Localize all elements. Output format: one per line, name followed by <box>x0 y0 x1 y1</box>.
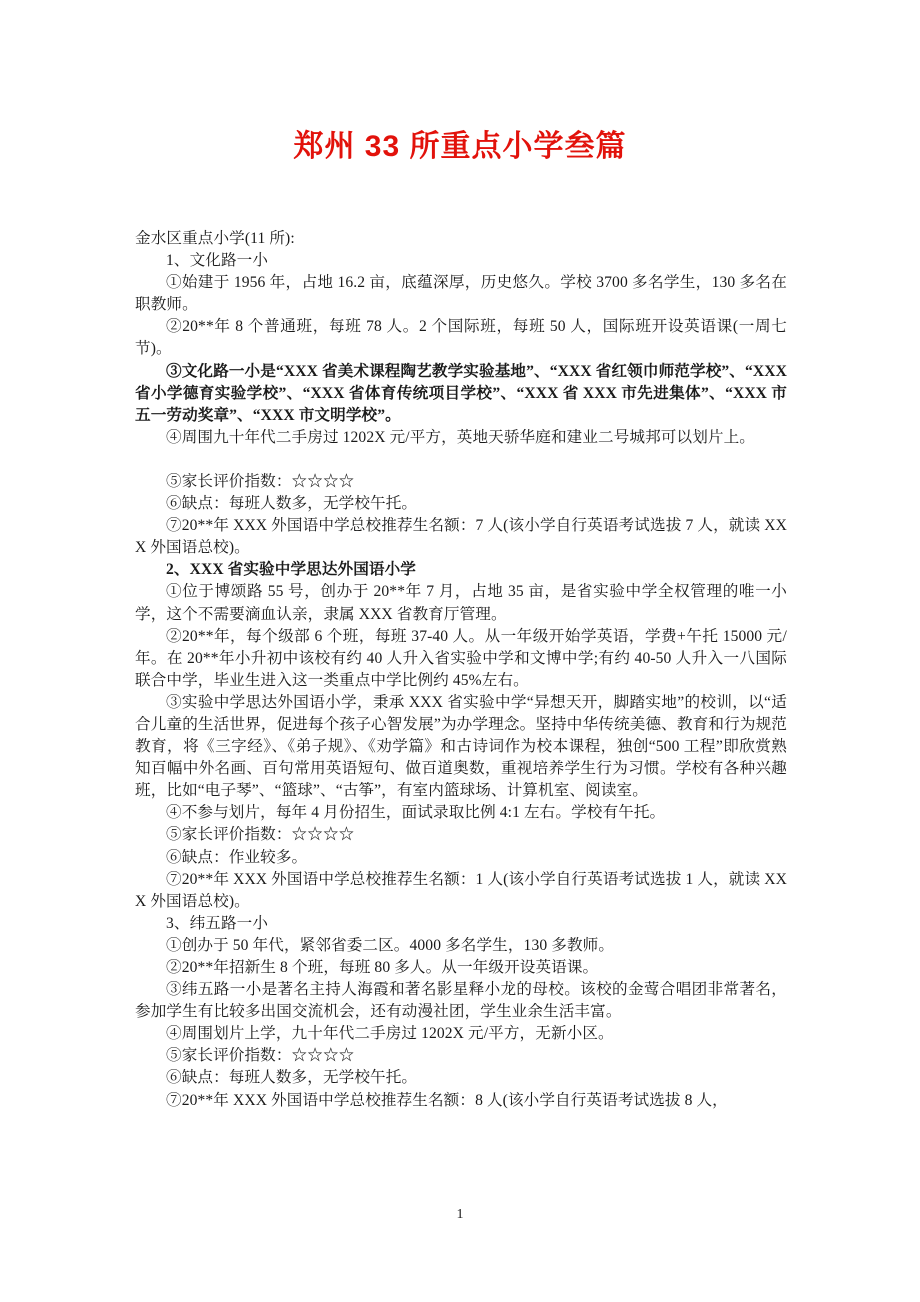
school-1-item-4: ④周围九十年代二手房过 1202X 元/平方，英地天骄华庭和建业二号城邦可以划片上。 <box>166 428 755 446</box>
school-3-item-3: ③纬五路一小是著名主持人海霞和著名影星释小龙的母校。该校的金莺合唱团非常著名，参加学生有比较多出国交流机会，还有动漫社团，学生业余生活丰富。 <box>135 981 787 1021</box>
school-1-item-6: ⑥缺点：每班人数多，无学校午托。 <box>166 495 418 513</box>
school-1-item-1: ①始建于 1956 年，占地 16.2 亩，底蕴深厚，历史悠久。学校 3700 多名学生，130 多名在职教师。 <box>135 274 787 314</box>
school-heading-2: 2、XXX 省实验中学思达外国语小学 <box>166 561 416 579</box>
school-2-item-4: ④不参与划片，每年 4 月份招生，面试录取比例 4:1 左右。学校有午托。 <box>166 804 666 822</box>
school-1-item-3: ③文化路一小是“XXX 省美术课程陶艺教学实验基地”、“XXX 省红领巾师范学校”、“XXX 省小学德育实验学校”、“XXX 省体育传统项目学校”、“XXX 省 XXX 市先进集体”、“XXX 市五一劳动奖章”、“XXX 市文明学校”。 <box>135 362 787 424</box>
school-1-item-7: ⑦20**年 XXX 外国语中学总校推荐生名额：7 人(该小学自行英语考试选拔 7 人，就读 XXX 外国语总校)。 <box>135 517 787 557</box>
school-2-item-7: ⑦20**年 XXX 外国语中学总校推荐生名额：1 人(该小学自行英语考试选拔 1 人，就读 XXX 外国语总校)。 <box>135 870 787 910</box>
paragraph-spacer <box>135 449 787 471</box>
school-1-item-5: ⑤家长评价指数：☆☆☆☆ <box>166 472 355 490</box>
section-heading-jinshui: 金水区重点小学(11 所): <box>135 230 295 247</box>
school-2-item-5: ⑤家长评价指数：☆☆☆☆ <box>166 826 355 844</box>
school-heading-1: 1、文化路一小 <box>166 252 269 270</box>
school-2-item-1: ①位于博颂路 55 号，创办于 20**年 7 月，占地 35 亩，是省实验中学全权管理的唯一小学，这个不需要滴血认亲，隶属 XXX 省教育厅管理。 <box>135 583 787 623</box>
page-number: 1 <box>456 1207 464 1222</box>
document-body <box>135 228 787 1112</box>
page-title: 郑州 33 所重点小学叁篇 <box>293 130 627 163</box>
school-3-item-1: ①创办于 50 年代，紧邻省委二区。4000 多名学生，130 多教师。 <box>166 936 615 954</box>
school-3-item-4: ④周围划片上学，九十年代二手房过 1202X 元/平方，无新小区。 <box>166 1025 614 1043</box>
school-3-item-2: ②20**年招新生 8 个班，每班 80 多人。从一年级开设英语课。 <box>166 959 599 976</box>
school-heading-3: 3、纬五路一小 <box>166 914 269 932</box>
school-2-item-2: ②20**年，每个级部 6 个班，每班 37-40 人。从一年级开始学英语，学费+午托 15000 元/年。在 20**年小升初中该校有约 40 人升入省实验中学和文博中学;有约 40-50 人升入一八国际联合中学，毕业生进入这一类重点中学比例约 45%左右。 <box>135 627 787 689</box>
school-2-item-6: ⑥缺点：作业较多。 <box>166 848 308 866</box>
school-1-item-2: ②20**年 8 个普通班，每班 78 人。2 个国际班，每班 50 人，国际班开设英语课(一周七节)。 <box>135 318 787 358</box>
school-3-item-7: ⑦20**年 XXX 外国语中学总校推荐生名额：8 人(该小学自行英语考试选拔 8 人， <box>166 1091 728 1109</box>
school-2-item-3: ③实验中学思达外国语小学，秉承 XXX 省实验中学“异想天开，脚踏实地”的校训，以“适合儿童的生活世界，促进每个孩子心智发展”为办学理念。坚持中华传统美德、教育和行为规范教育，将《三字经》、《弟子规》、《劝学篇》和古诗词作为校本课程，独创“500 工程”即欣赏熟知百幅中外名画、百句常用英语短句、做百道奥数，重视培养学生行为习惯。学校有各种兴趣班，比如“电子琴”、“篮球”、“古筝”，有室内篮球场、计算机室、阅读室。 <box>135 693 787 800</box>
school-3-item-5: ⑤家长评价指数：☆☆☆☆ <box>166 1047 355 1065</box>
school-3-item-6: ⑥缺点：每班人数多，无学校午托。 <box>166 1069 418 1087</box>
